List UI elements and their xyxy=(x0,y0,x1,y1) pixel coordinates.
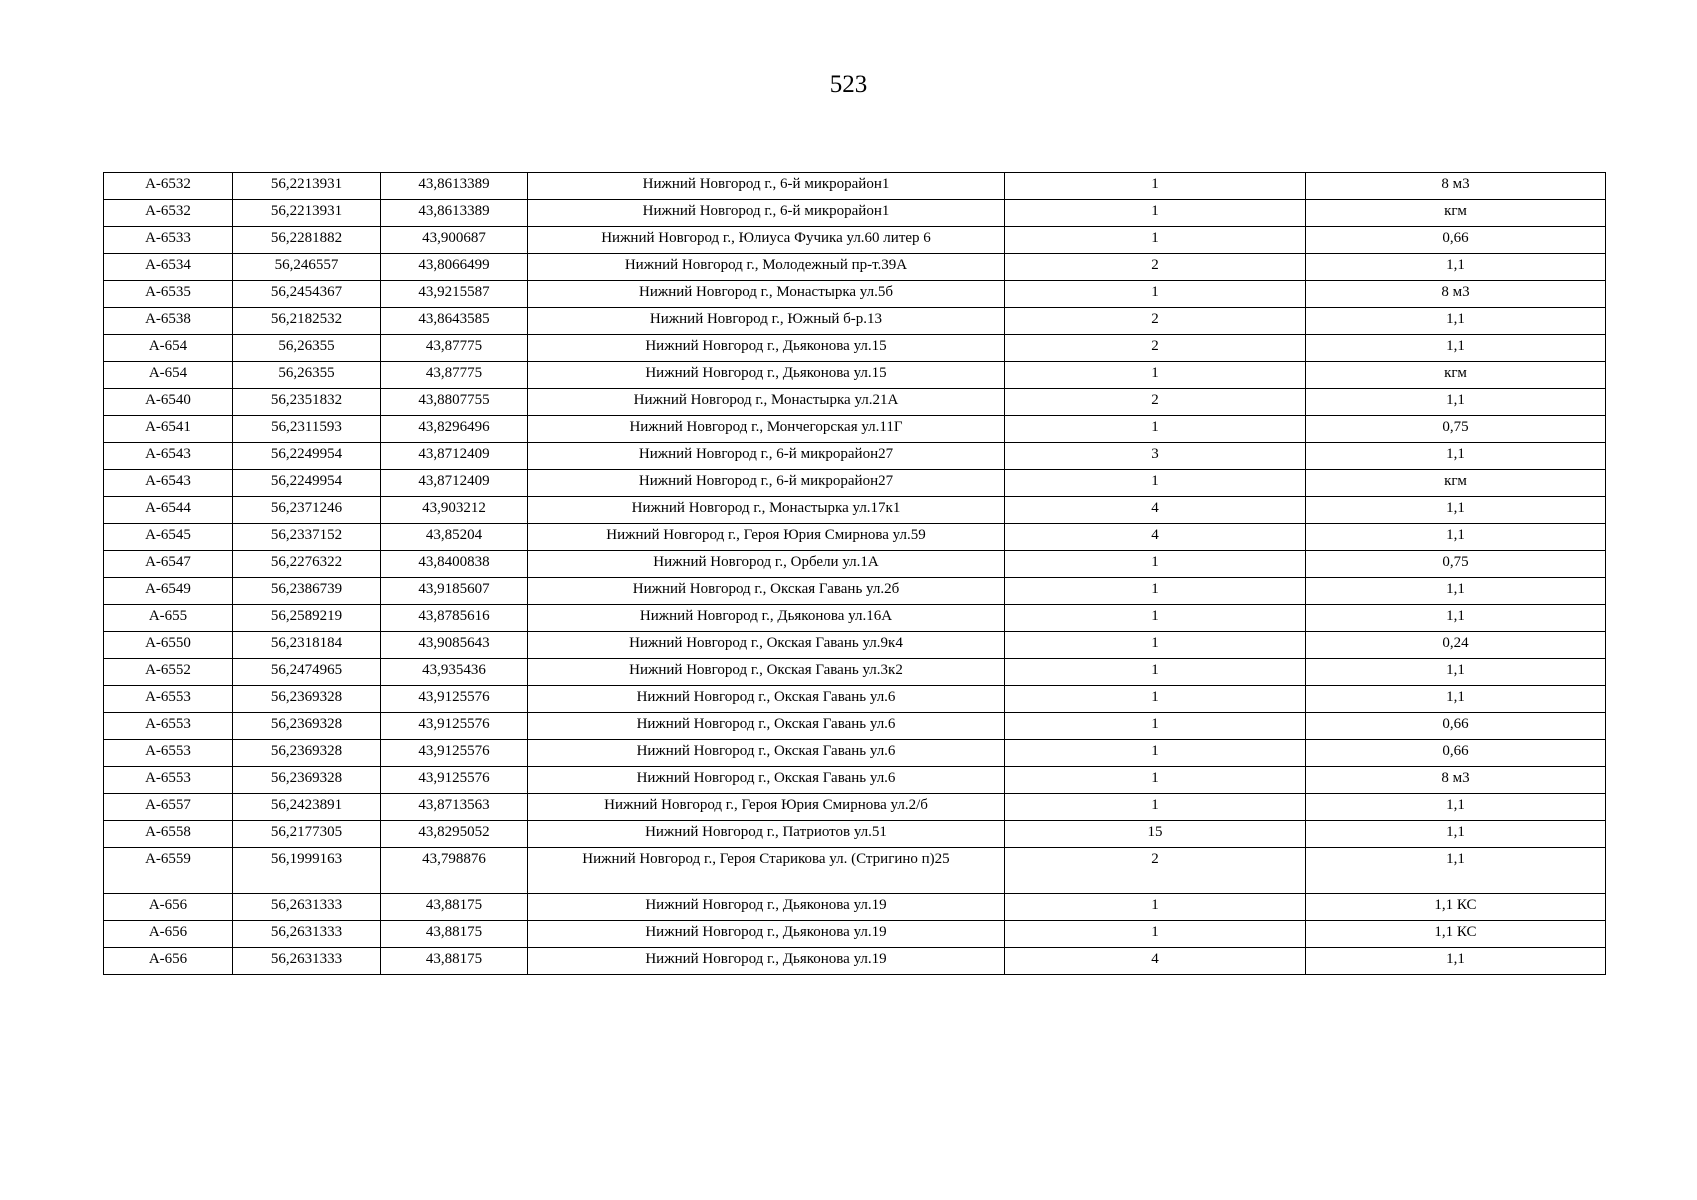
table-row xyxy=(104,794,1606,821)
cell-volume: 0,66 xyxy=(1306,740,1606,767)
cell-address: Нижний Новгород г., 6-й микрорайон1 xyxy=(528,173,1005,200)
cell-address: Нижний Новгород г., Дьяконова ул.19 xyxy=(528,894,1005,921)
cell-quantity: 4 xyxy=(1005,948,1306,975)
cell-address: Нижний Новгород г., Окская Гавань ул.3к2 xyxy=(528,659,1005,686)
cell-quantity: 4 xyxy=(1005,524,1306,551)
cell-address: Нижний Новгород г., 6-й микрорайон1 xyxy=(528,200,1005,227)
cell-volume: 1,1 xyxy=(1306,254,1606,281)
table-row xyxy=(104,173,1606,200)
cell-site-id: А-6538 xyxy=(104,308,233,335)
table-row xyxy=(104,335,1606,362)
cell-site-id: А-6550 xyxy=(104,632,233,659)
table-row xyxy=(104,740,1606,767)
cell-latitude: 56,2423891 xyxy=(233,794,381,821)
cell-longitude: 43,88175 xyxy=(381,921,528,948)
cell-quantity: 1 xyxy=(1005,686,1306,713)
cell-address: Нижний Новгород г., Монастырка ул.5б xyxy=(528,281,1005,308)
cell-site-id: А-6532 xyxy=(104,200,233,227)
cell-quantity: 1 xyxy=(1005,362,1306,389)
cell-longitude: 43,85204 xyxy=(381,524,528,551)
cell-latitude: 56,2369328 xyxy=(233,740,381,767)
cell-address: Нижний Новгород г., Героя Юрия Смирнова ул.2/б xyxy=(528,794,1005,821)
cell-longitude: 43,8712409 xyxy=(381,470,528,497)
cell-address: Нижний Новгород г., 6-й микрорайон27 xyxy=(528,443,1005,470)
cell-address: Нижний Новгород г., Окская Гавань ул.2б xyxy=(528,578,1005,605)
cell-site-id: А-656 xyxy=(104,921,233,948)
cell-volume: 1,1 xyxy=(1306,335,1606,362)
cell-longitude: 43,87775 xyxy=(381,335,528,362)
cell-site-id: А-6559 xyxy=(104,848,233,894)
cell-volume: 8 м3 xyxy=(1306,281,1606,308)
cell-latitude: 56,2177305 xyxy=(233,821,381,848)
cell-latitude: 56,2276322 xyxy=(233,551,381,578)
cell-volume: 1,1 xyxy=(1306,578,1606,605)
table-row xyxy=(104,659,1606,686)
cell-site-id: А-6553 xyxy=(104,686,233,713)
cell-longitude: 43,9215587 xyxy=(381,281,528,308)
cell-volume: 1,1 xyxy=(1306,497,1606,524)
cell-volume: 1,1 xyxy=(1306,848,1606,894)
cell-quantity: 2 xyxy=(1005,308,1306,335)
cell-quantity: 1 xyxy=(1005,740,1306,767)
cell-volume: 1,1 xyxy=(1306,659,1606,686)
cell-latitude: 56,2454367 xyxy=(233,281,381,308)
cell-site-id: А-6545 xyxy=(104,524,233,551)
table-row xyxy=(104,497,1606,524)
cell-latitude: 56,2474965 xyxy=(233,659,381,686)
cell-site-id: А-6557 xyxy=(104,794,233,821)
cell-volume: 1,1 xyxy=(1306,686,1606,713)
cell-site-id: А-6553 xyxy=(104,767,233,794)
cell-site-id: А-6549 xyxy=(104,578,233,605)
cell-volume: 1,1 xyxy=(1306,443,1606,470)
cell-longitude: 43,8712409 xyxy=(381,443,528,470)
cell-volume: 8 м3 xyxy=(1306,767,1606,794)
table-row xyxy=(104,227,1606,254)
table-row xyxy=(104,389,1606,416)
cell-latitude: 56,26355 xyxy=(233,335,381,362)
cell-longitude: 43,935436 xyxy=(381,659,528,686)
table-row xyxy=(104,254,1606,281)
cell-latitude: 56,26355 xyxy=(233,362,381,389)
cell-address: Нижний Новгород г., Дьяконова ул.19 xyxy=(528,948,1005,975)
table-row xyxy=(104,921,1606,948)
cell-address: Нижний Новгород г., Дьяконова ул.19 xyxy=(528,921,1005,948)
cell-volume: кгм xyxy=(1306,470,1606,497)
cell-longitude: 43,8066499 xyxy=(381,254,528,281)
cell-site-id: А-6547 xyxy=(104,551,233,578)
cell-address: Нижний Новгород г., 6-й микрорайон27 xyxy=(528,470,1005,497)
cell-address: Нижний Новгород г., Орбели ул.1А xyxy=(528,551,1005,578)
cell-volume: 1,1 xyxy=(1306,389,1606,416)
cell-latitude: 56,2213931 xyxy=(233,173,381,200)
cell-quantity: 1 xyxy=(1005,794,1306,821)
cell-quantity: 1 xyxy=(1005,605,1306,632)
cell-longitude: 43,8613389 xyxy=(381,200,528,227)
cell-address: Нижний Новгород г., Окская Гавань ул.9к4 xyxy=(528,632,1005,659)
cell-longitude: 43,87775 xyxy=(381,362,528,389)
cell-longitude: 43,8713563 xyxy=(381,794,528,821)
cell-longitude: 43,8807755 xyxy=(381,389,528,416)
table-row xyxy=(104,578,1606,605)
cell-longitude: 43,8296496 xyxy=(381,416,528,443)
cell-longitude: 43,9125576 xyxy=(381,713,528,740)
cell-address: Нижний Новгород г., Героя Старикова ул. (Стригино п)25 xyxy=(528,848,1005,894)
cell-quantity: 1 xyxy=(1005,551,1306,578)
cell-quantity: 1 xyxy=(1005,632,1306,659)
cell-latitude: 56,2351832 xyxy=(233,389,381,416)
cell-quantity: 2 xyxy=(1005,254,1306,281)
cell-site-id: А-656 xyxy=(104,894,233,921)
page-number: 523 xyxy=(829,71,868,98)
cell-volume: 1,1 xyxy=(1306,308,1606,335)
cell-volume: 1,1 xyxy=(1306,524,1606,551)
cell-address: Нижний Новгород г., Окская Гавань ул.6 xyxy=(528,740,1005,767)
cell-longitude: 43,88175 xyxy=(381,894,528,921)
cell-quantity: 1 xyxy=(1005,470,1306,497)
cell-latitude: 56,2631333 xyxy=(233,921,381,948)
cell-longitude: 43,9125576 xyxy=(381,686,528,713)
cell-site-id: А-656 xyxy=(104,948,233,975)
table-row xyxy=(104,632,1606,659)
cell-latitude: 56,2249954 xyxy=(233,470,381,497)
cell-address: Нижний Новгород г., Дьяконова ул.15 xyxy=(528,335,1005,362)
cell-latitude: 56,2589219 xyxy=(233,605,381,632)
cell-volume: 1,1 xyxy=(1306,948,1606,975)
cell-address: Нижний Новгород г., Молодежный пр-т.39А xyxy=(528,254,1005,281)
cell-volume: 8 м3 xyxy=(1306,173,1606,200)
cell-latitude: 56,2369328 xyxy=(233,767,381,794)
cell-latitude: 56,2369328 xyxy=(233,713,381,740)
cell-latitude: 56,2311593 xyxy=(233,416,381,443)
cell-longitude: 43,8785616 xyxy=(381,605,528,632)
table-row xyxy=(104,524,1606,551)
cell-latitude: 56,2386739 xyxy=(233,578,381,605)
table-row xyxy=(104,416,1606,443)
cell-volume: 1,1 КС xyxy=(1306,894,1606,921)
cell-latitude: 56,2369328 xyxy=(233,686,381,713)
cell-site-id: А-6553 xyxy=(104,713,233,740)
cell-address: Нижний Новгород г., Дьяконова ул.15 xyxy=(528,362,1005,389)
cell-quantity: 1 xyxy=(1005,659,1306,686)
cell-volume: 0,66 xyxy=(1306,227,1606,254)
cell-site-id: А-6541 xyxy=(104,416,233,443)
cell-address: Нижний Новгород г., Южный б-р.13 xyxy=(528,308,1005,335)
cell-address: Нижний Новгород г., Окская Гавань ул.6 xyxy=(528,686,1005,713)
cell-quantity: 4 xyxy=(1005,497,1306,524)
cell-quantity: 2 xyxy=(1005,848,1306,894)
table-body xyxy=(104,173,1606,975)
table-row xyxy=(104,308,1606,335)
cell-quantity: 1 xyxy=(1005,416,1306,443)
cell-quantity: 2 xyxy=(1005,389,1306,416)
cell-volume: 1,1 xyxy=(1306,794,1606,821)
cell-quantity: 1 xyxy=(1005,200,1306,227)
cell-volume: 0,24 xyxy=(1306,632,1606,659)
cell-latitude: 56,2337152 xyxy=(233,524,381,551)
cell-site-id: А-655 xyxy=(104,605,233,632)
table-row xyxy=(104,281,1606,308)
cell-quantity: 1 xyxy=(1005,713,1306,740)
cell-longitude: 43,88175 xyxy=(381,948,528,975)
cell-longitude: 43,900687 xyxy=(381,227,528,254)
container-site-table xyxy=(103,172,1606,975)
table-row xyxy=(104,686,1606,713)
cell-longitude: 43,798876 xyxy=(381,848,528,894)
cell-quantity: 1 xyxy=(1005,894,1306,921)
cell-longitude: 43,8400838 xyxy=(381,551,528,578)
cell-latitude: 56,1999163 xyxy=(233,848,381,894)
cell-longitude: 43,8295052 xyxy=(381,821,528,848)
cell-latitude: 56,2182532 xyxy=(233,308,381,335)
table-row xyxy=(104,713,1606,740)
cell-site-id: А-654 xyxy=(104,335,233,362)
cell-site-id: А-6535 xyxy=(104,281,233,308)
cell-latitude: 56,2249954 xyxy=(233,443,381,470)
cell-address: Нижний Новгород г., Дьяконова ул.16А xyxy=(528,605,1005,632)
cell-quantity: 2 xyxy=(1005,335,1306,362)
cell-site-id: А-6552 xyxy=(104,659,233,686)
cell-quantity: 15 xyxy=(1005,821,1306,848)
table-row xyxy=(104,767,1606,794)
cell-site-id: А-654 xyxy=(104,362,233,389)
cell-address: Нижний Новгород г., Монастырка ул.17к1 xyxy=(528,497,1005,524)
cell-site-id: А-6543 xyxy=(104,470,233,497)
table-row xyxy=(104,551,1606,578)
cell-volume: 0,66 xyxy=(1306,713,1606,740)
table-row xyxy=(104,200,1606,227)
cell-quantity: 3 xyxy=(1005,443,1306,470)
cell-quantity: 1 xyxy=(1005,767,1306,794)
cell-site-id: А-6543 xyxy=(104,443,233,470)
cell-address: Нижний Новгород г., Героя Юрия Смирнова ул.59 xyxy=(528,524,1005,551)
cell-longitude: 43,9125576 xyxy=(381,767,528,794)
cell-address: Нижний Новгород г., Мончегорская ул.11Г xyxy=(528,416,1005,443)
cell-address: Нижний Новгород г., Юлиуса Фучика ул.60 литер 6 xyxy=(528,227,1005,254)
table-row xyxy=(104,848,1606,894)
cell-longitude: 43,8643585 xyxy=(381,308,528,335)
cell-quantity: 1 xyxy=(1005,921,1306,948)
cell-address: Нижний Новгород г., Патриотов ул.51 xyxy=(528,821,1005,848)
table-row xyxy=(104,470,1606,497)
cell-latitude: 56,2631333 xyxy=(233,894,381,921)
table-row xyxy=(104,894,1606,921)
cell-volume: кгм xyxy=(1306,362,1606,389)
cell-site-id: А-6540 xyxy=(104,389,233,416)
table-row xyxy=(104,362,1606,389)
table-row xyxy=(104,821,1606,848)
cell-latitude: 56,2318184 xyxy=(233,632,381,659)
cell-volume: 1,1 КС xyxy=(1306,921,1606,948)
cell-site-id: А-6553 xyxy=(104,740,233,767)
cell-quantity: 1 xyxy=(1005,227,1306,254)
cell-latitude: 56,2631333 xyxy=(233,948,381,975)
cell-volume: 0,75 xyxy=(1306,551,1606,578)
cell-quantity: 1 xyxy=(1005,281,1306,308)
cell-site-id: А-6533 xyxy=(104,227,233,254)
cell-latitude: 56,246557 xyxy=(233,254,381,281)
cell-address: Нижний Новгород г., Окская Гавань ул.6 xyxy=(528,767,1005,794)
table-row xyxy=(104,948,1606,975)
table-row xyxy=(104,443,1606,470)
cell-latitude: 56,2281882 xyxy=(233,227,381,254)
cell-longitude: 43,9125576 xyxy=(381,740,528,767)
cell-site-id: А-6534 xyxy=(104,254,233,281)
cell-longitude: 43,903212 xyxy=(381,497,528,524)
cell-volume: 1,1 xyxy=(1306,605,1606,632)
cell-latitude: 56,2213931 xyxy=(233,200,381,227)
cell-latitude: 56,2371246 xyxy=(233,497,381,524)
cell-quantity: 1 xyxy=(1005,173,1306,200)
cell-volume: кгм xyxy=(1306,200,1606,227)
cell-volume: 0,75 xyxy=(1306,416,1606,443)
cell-longitude: 43,9085643 xyxy=(381,632,528,659)
table-row xyxy=(104,605,1606,632)
cell-address: Нижний Новгород г., Окская Гавань ул.6 xyxy=(528,713,1005,740)
cell-volume: 1,1 xyxy=(1306,821,1606,848)
cell-site-id: А-6558 xyxy=(104,821,233,848)
cell-site-id: А-6532 xyxy=(104,173,233,200)
cell-site-id: А-6544 xyxy=(104,497,233,524)
cell-longitude: 43,8613389 xyxy=(381,173,528,200)
cell-address: Нижний Новгород г., Монастырка ул.21А xyxy=(528,389,1005,416)
cell-longitude: 43,9185607 xyxy=(381,578,528,605)
cell-quantity: 1 xyxy=(1005,578,1306,605)
